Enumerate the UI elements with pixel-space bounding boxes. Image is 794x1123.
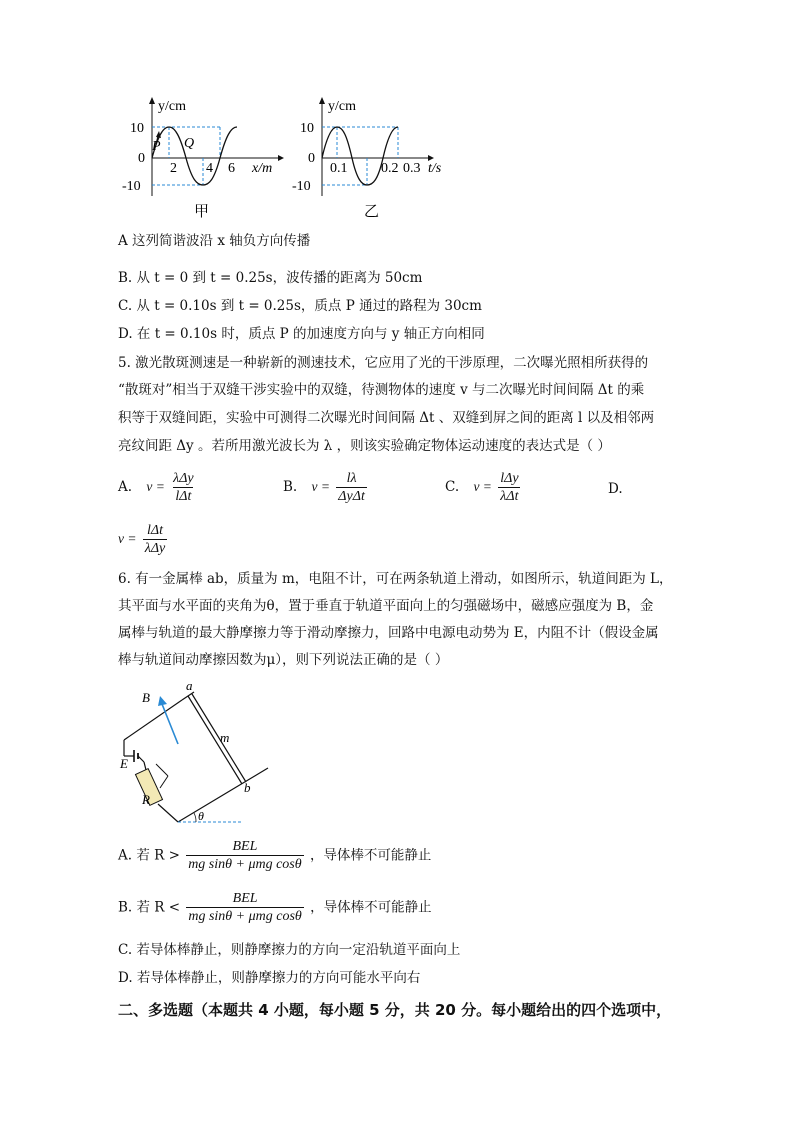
- figure-caption-jia: 甲: [194, 204, 210, 220]
- resistor-lead-side: [160, 776, 168, 788]
- lower-rail: [178, 768, 268, 822]
- denominator: λΔy: [144, 541, 166, 556]
- q5-option-d: [118, 522, 169, 557]
- rail-circuit-figure: [112, 678, 282, 830]
- fraction: [143, 522, 168, 557]
- y-axis-arrow: [149, 97, 155, 104]
- q6-stem-line-2: 其平面与水平面的夹角为θ，置于垂直于轨道平面向上的匀强磁场中，磁感应强度为 B，金: [118, 598, 654, 614]
- magnetic-field-arrowhead: [158, 696, 167, 706]
- option-label: A.: [118, 479, 133, 495]
- option-prefix: B. 若 R <: [118, 899, 181, 916]
- q5-option-d-label: D.: [608, 481, 623, 497]
- fraction: [171, 470, 196, 505]
- option-lhs: v =: [473, 479, 492, 494]
- label-field-b: B: [142, 690, 150, 705]
- fraction: [186, 838, 303, 873]
- denominator: mg sinθ + μmg cosθ: [188, 909, 302, 924]
- tick-0: 0: [138, 151, 145, 166]
- denominator: ΔyΔt: [338, 489, 365, 504]
- numerator: lΔt: [147, 523, 164, 538]
- figure-caption-yi: 乙: [364, 204, 380, 220]
- option-label: B.: [283, 479, 298, 495]
- option-prefix: A. 若 R >: [118, 847, 180, 864]
- fraction: [336, 470, 367, 505]
- tick-0: 0: [308, 151, 315, 166]
- y-axis-label: y/cm: [158, 99, 186, 114]
- tick-10: 10: [130, 121, 144, 136]
- wave-curve: [152, 127, 237, 185]
- wire-to-resistor: [144, 762, 146, 770]
- label-b: b: [244, 780, 251, 795]
- numerator: BEL: [232, 891, 258, 906]
- option-label: C.: [445, 479, 460, 495]
- tick-neg10: -10: [292, 179, 311, 194]
- x-axis-label: x/m: [252, 161, 273, 176]
- t-tick-2: 0.2: [381, 161, 399, 176]
- fraction: [186, 890, 303, 925]
- t-tick-3: 0.3: [403, 161, 421, 176]
- point-p-label: P: [152, 139, 161, 154]
- x-axis-arrow: [278, 155, 284, 161]
- magnetic-field-arrow: [162, 704, 178, 744]
- t-axis-label: t/s: [428, 161, 442, 176]
- q4-option-d: D. 在 t = 0.10s 时，质点 P 的加速度方向与 y 轴正方向相同: [118, 326, 485, 342]
- vibration-curve: [322, 127, 398, 185]
- q4-option-b: B. 从 t = 0 到 t = 0.25s，波传播的距离为 50cm: [118, 270, 423, 286]
- q4-option-a: A 这列简谐波沿 x 轴负方向传播: [118, 233, 311, 249]
- metal-rod-edge-2: [192, 694, 246, 782]
- label-m: m: [220, 730, 230, 745]
- label-r: R: [142, 792, 150, 807]
- numerator: λΔy: [173, 471, 194, 486]
- q6-option-b: [118, 890, 432, 925]
- x-tick-2: 2: [170, 161, 177, 176]
- numerator: lΔy: [500, 471, 519, 486]
- q5-stem-line-2: “散斑对”相当于双缝干涉实验中的双缝，待测物体的速度 v 与二次曝光时间间隔 Δt 的乘: [118, 382, 645, 398]
- option-suffix: ，导体棒不可能静止: [309, 847, 432, 864]
- t-tick-1: 0.1: [330, 161, 348, 176]
- q6-option-a: [118, 838, 431, 873]
- q6-stem-line-4: 棒与轨道间动摩擦因数为μ），则下列说法正确的是（ ）: [118, 652, 449, 668]
- label-a: a: [186, 678, 193, 693]
- q4-option-c: C. 从 t = 0.10s 到 t = 0.25s，质点 P 通过的路程为 30cm: [118, 298, 482, 314]
- q5-option-c: [445, 470, 523, 505]
- fraction: [498, 470, 520, 505]
- option-lhs: v =: [311, 479, 330, 494]
- option-suffix: ，导体棒不可能静止: [310, 899, 432, 916]
- q6-stem-line-1: 6. 有一金属棒 ab，质量为 m，电阻不计，可在两条轨道上滑动，如图所示，轨道间距为 L，: [118, 571, 673, 587]
- x-tick-6: 6: [228, 161, 235, 176]
- option-lhs: v =: [118, 531, 137, 546]
- q5-option-b: [283, 470, 369, 505]
- resistor-to-rail: [158, 804, 178, 822]
- tick-10: 10: [300, 121, 314, 136]
- point-q-label: Q: [184, 136, 195, 151]
- label-e: E: [120, 756, 128, 771]
- q5-stem-line-4: 亮纹间距 Δy 。若所用激光波长为 λ ，则该实验确定物体运动速度的表达式是（ ）: [118, 438, 611, 454]
- resistor-lead-top: [156, 764, 168, 776]
- label-theta: θ: [198, 809, 204, 823]
- section-heading-multiple-choice: 二、多选题（本题共 4 小题，每小题 5 分，共 20 分。每小题给出的四个选项中，: [118, 1001, 672, 1019]
- q5-stem-line-3: 积等于双缝间距，实验中可测得二次曝光时间间隔 Δt 、双缝到屏之间的距离 l 以及相邻两: [118, 410, 655, 426]
- q5-stem-line-1: 5. 激光散斑测速是一种崭新的测速技术，它应用了光的干涉原理，二次曝光照相所获得的: [118, 355, 649, 371]
- denominator: λΔt: [500, 489, 519, 504]
- y-axis-label: y/cm: [328, 99, 356, 114]
- y-axis-arrow: [319, 97, 325, 104]
- q6-option-d: D. 若导体棒静止，则静摩擦力的方向可能水平向右: [118, 970, 421, 986]
- metal-rod-edge-1: [188, 696, 242, 784]
- vibration-figure-yi: [288, 92, 458, 222]
- tick-neg10: -10: [122, 179, 141, 194]
- wave-figure-jia: [118, 92, 288, 222]
- option-lhs: v =: [146, 479, 165, 494]
- denominator: lΔt: [175, 489, 192, 504]
- q5-option-a: [118, 470, 198, 505]
- q6-option-c: C. 若导体棒静止，则静摩擦力的方向一定沿轨道平面向上: [118, 942, 461, 958]
- denominator: mg sinθ + μmg cosθ: [188, 857, 302, 872]
- x-tick-4: 4: [206, 161, 213, 176]
- angle-arc: [194, 813, 196, 822]
- numerator: lλ: [346, 471, 357, 486]
- numerator: BEL: [232, 839, 258, 854]
- q6-stem-line-3: 属棒与轨道的最大静摩擦力等于滑动摩擦力，回路中电源电动势为 E，内阻不计（假设金属: [118, 625, 659, 641]
